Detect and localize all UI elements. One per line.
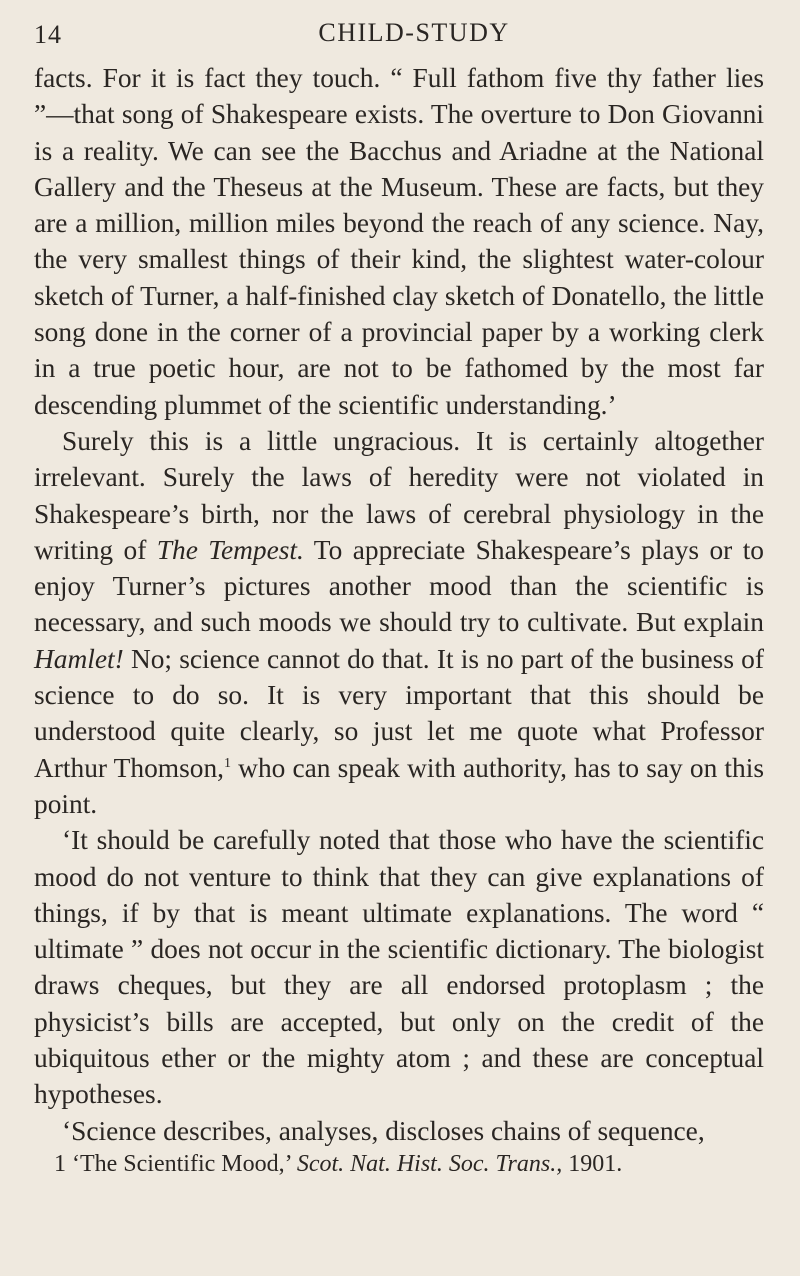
body-text bbox=[34, 60, 764, 1179]
paragraph-text: who can speak with authority, has to say on this point. bbox=[34, 752, 764, 819]
footnote-journal: Scot. Nat. Hist. Soc. Trans., bbox=[296, 1150, 563, 1177]
paragraph-quotation: ‘It should be carefully noted that those who have the scientific mood do not venture to think that they can give explanations of things, if by that is meant ultimate explanations. The word “ ultimate ” does not occur in the scientific dictionary. The biologist draws cheques, but they are all endorsed protoplasm ; the physicist’s bills are accepted, but only on the credit of the ubiquitous ether or the mighty atom ; and these are conceptual hypotheses. bbox=[34, 825, 764, 1110]
paragraph-text: To appreciate Shakespeare’s plays or to enjoy Turner’s pictures another mood than the scientific is necessary, and such moods we should try to cultivate. But explain bbox=[34, 534, 764, 638]
paragraph-text: No; science cannot do that. It is no part of the business of science to do so. It is very important that this should be understood quite clearly, so just let me quote what Professor Arthur Thomson, bbox=[34, 643, 764, 783]
footnote bbox=[34, 1149, 764, 1179]
paragraph-continuation: facts. For it is fact they touch. “ Full fathom five thy father lies ”—that song of Shakespeare exists. The overture to Don Giovanni is a reality. We can see the Bacchus and Ariadne at the National Gallery and the Theseus at the Museum. These are facts, but they are a million, million miles beyond the reach of any science. Nay, the very smallest things of their kind, the slightest water-colour sketch of Turner, a half-finished clay sketch of Donatello, the little song done in the corner of a provincial paper by a working clerk in a true poetic hour, are not to be fathomed by the most far descending plummet of the scientific understanding.’ bbox=[34, 63, 764, 420]
paragraph-text: Surely this is a little ungracious. It is certainly altogether irrelevant. Surely the laws of heredity were not violated in Shakespeare’s birth, nor the laws of cerebral physiology in the writing of bbox=[34, 425, 764, 565]
paragraph-shakespeare bbox=[34, 423, 764, 822]
paragraph-science-describes: ‘Science describes, analyses, discloses chains of sequence, bbox=[62, 1115, 705, 1146]
page-number: 14 bbox=[34, 20, 62, 49]
running-head bbox=[34, 0, 764, 60]
footnote-number: 1 bbox=[54, 1150, 66, 1177]
italic-title-tempest: The Tempest. bbox=[156, 534, 304, 565]
italic-title-hamlet: Hamlet! bbox=[34, 643, 124, 674]
running-title: CHILD-STUDY bbox=[318, 18, 510, 47]
footnote-year: 1901. bbox=[562, 1150, 623, 1177]
footnote-text: ‘The Scientific Mood,’ bbox=[66, 1150, 297, 1177]
footnote-reference: 1 bbox=[224, 755, 232, 771]
